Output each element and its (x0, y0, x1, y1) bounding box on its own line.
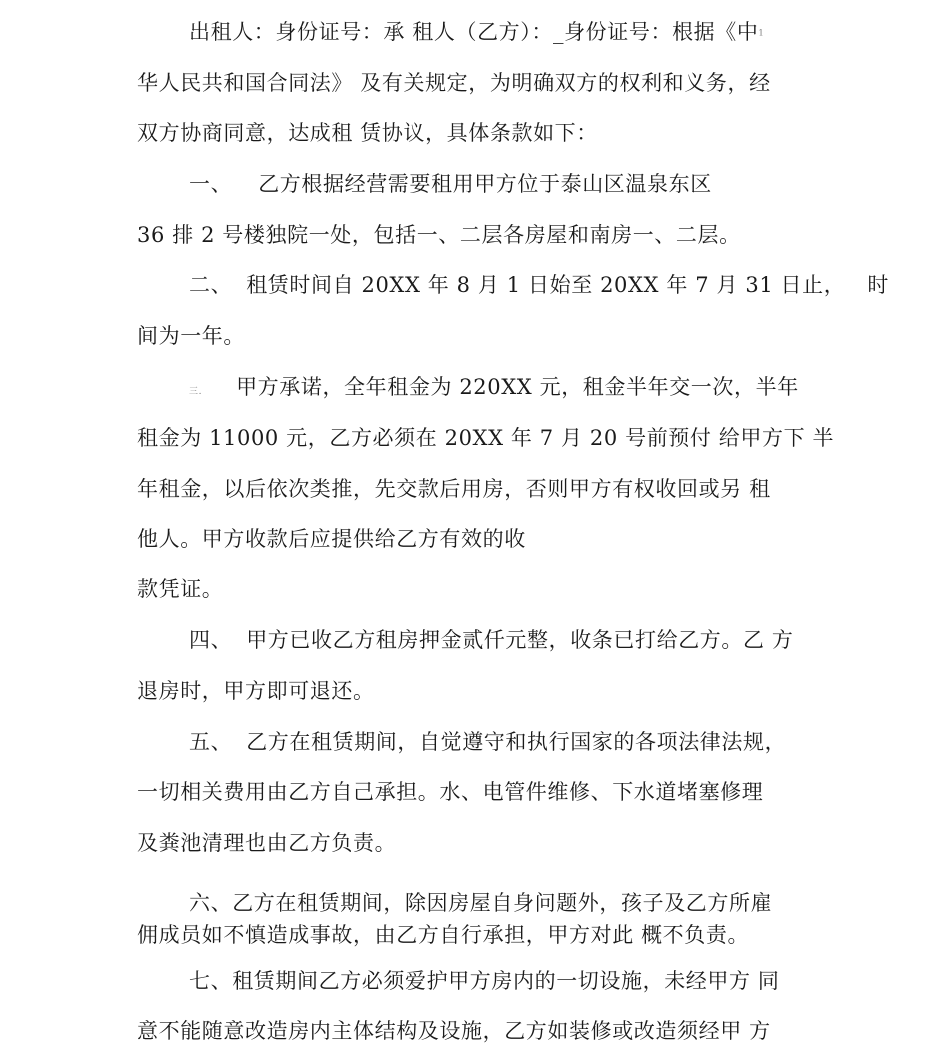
line-9: 租金为 11000 元，乙方必须在 20XX 年 7 月 20 号前预付 给甲方下 半 (137, 426, 835, 450)
line-16: 一切相关费用由乙方自己承担。水、电管件维修、下水道堵塞修理 (137, 780, 764, 804)
line-5: 36 排 2 号楼独院一处，包括一、二层各房屋和南房一、二层。 (137, 223, 741, 247)
clause-5-number: 五、 (189, 730, 233, 754)
clause-4-number: 四、 (189, 628, 233, 652)
line-2: 华人民共和国合同法》 及有关规定，为明确双方的权利和义务，经 (137, 71, 771, 95)
line-12: 款凭证。 (137, 577, 224, 601)
clause-5-heading: 五、 乙方在租赁期间，自觉遵守和执行国家的各项法律法规， (189, 730, 787, 754)
clause-1-heading: 一、 乙方根据经营需要租用甲方位于泰山区温泉东区 (189, 172, 712, 196)
line-7: 间为一年。 (137, 324, 245, 348)
line-1: 出租人：身份证号：承 租人（乙方）：_身份证号：根据《中1 (189, 20, 765, 44)
line-14: 退房时，甲方即可退还。 (137, 679, 375, 703)
line-21: 意不能随意改造房内主体结构及设施，乙方如装修或改造须经甲 方 (137, 1019, 771, 1043)
clause-7-heading: 七、租赁期间乙方必须爱护甲方房内的一切设施，未经甲方 同 (189, 969, 780, 993)
line-10: 年租金，以后依次类推，先交款后用房，否则甲方有权收回或另 租 (137, 477, 771, 501)
clause-2-heading: 二、 租赁时间自 20XX 年 8 月 1 日始至 20XX 年 7 月 31 日止， 时 (189, 273, 889, 297)
line-3: 双方协商同意，达成租 赁协议，具体条款如下： (137, 121, 598, 145)
clause-4-heading: 四、 甲方已收乙方租房押金贰仟元整，收条已打给乙方。乙 方 (189, 628, 794, 652)
line-11: 他人。甲方收款后应提供给乙方有效的收 (137, 527, 526, 551)
clause-6-heading: 六、乙方在租赁期间，除因房屋自身问题外，孩子及乙方所雇 (189, 891, 773, 915)
clause-1-number: 一、 (189, 172, 233, 196)
clause-3-number: 三. (189, 387, 203, 397)
clause-3-heading: 三. 甲方承诺，全年租金为 220XX 元，租金半年交一次，半年 (189, 375, 799, 399)
line-19: 佣成员如不慎造成事故，由乙方自行承担，甲方对此 概不负责。 (137, 923, 750, 947)
line-1-mark: 1 (758, 28, 765, 38)
clause-2-number: 二、 (189, 273, 233, 297)
line-17: 及粪池清理也由乙方负责。 (137, 831, 397, 855)
